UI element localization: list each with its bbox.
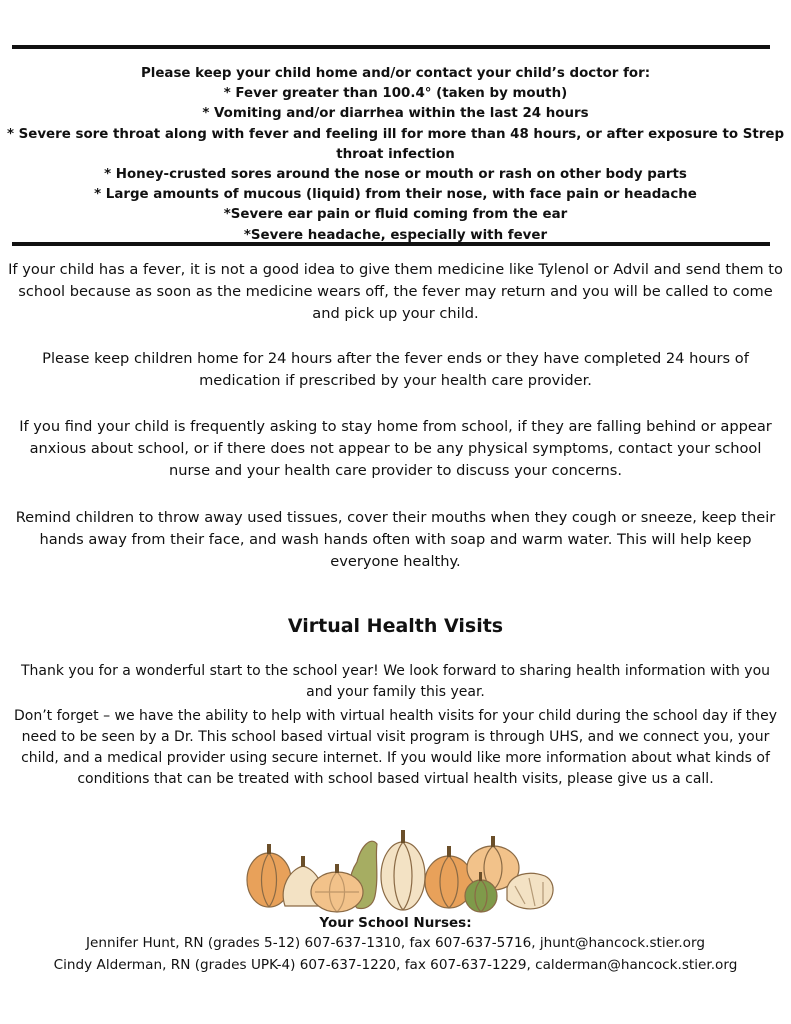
virtual-visits-paragraph: Don’t forget – we have the ability to help with virtual health visits for your child during the school day if they need to be seen by a Dr. This school based virtual visit program is through UHS, and we connect you, your child, and a medical provider using secure internet. If you would like more information about what kinds of conditions that can be treated with school based virtual health visits, please give us a call.	[14, 708, 777, 787]
notice-item-sore-throat: * Severe sore throat along with fever and feeling ill for more than 48 hours, or after exposure to Strep throat infection	[6, 126, 785, 162]
section-title: Virtual Health Visits	[287, 615, 504, 637]
notice-item-sores: * Honey-crusted sores around the nose or mouth or rash on other body parts	[104, 167, 687, 183]
nurses-heading: Your School Nurses:	[319, 915, 472, 931]
pumpkin-icon	[247, 830, 553, 912]
notice-item-mucous: * Large amounts of mucous (liquid) from their nose, with face pain or headache	[94, 187, 697, 203]
anxiety-paragraph: If you find your child is frequently asking to stay home from school, if they are falling behind or appear anxious about school, or if there does not appear to be any physical symptoms, contact your school nurse and your health care provider to discuss your concerns.	[19, 418, 772, 479]
bottom-divider	[12, 242, 770, 246]
stay-home-paragraph: Please keep children home for 24 hours after the fever ends or they have completed 24 hours of medication if prescribed by your health care provider.	[42, 350, 749, 389]
nurse-contact-hunt: Jennifer Hunt, RN (grades 5-12) 607-637-1310, fax 607-637-5716, jhunt@hancock.stier.org	[86, 935, 705, 951]
notice-item-ear-pain: *Severe ear pain or fluid coming from the ear	[223, 207, 568, 223]
notice-item-vomiting: * Vomiting and/or diarrhea within the last 24 hours	[202, 106, 589, 122]
keep-home-notice	[0, 64, 791, 242]
hygiene-paragraph: Remind children to throw away used tissues, cover their mouths when they cough or sneeze, keep their hands away from their face, and wash hands often with soap and warm water. This will help keep everyone healthy.	[15, 509, 776, 570]
notice-item-headache: *Severe headache, especially with fever	[243, 227, 548, 242]
notice-heading: Please keep your child home and/or contact your child’s doctor for:	[140, 66, 651, 81]
nurse-contact-alderman: Cindy Alderman, RN (grades UPK-4) 607-637-1220, fax 607-637-1229, calderman@hancock.stier.org	[53, 957, 738, 973]
top-divider	[12, 45, 770, 49]
fever-medicine-paragraph: If your child has a fever, it is not a good idea to give them medicine like Tylenol or Advil and send them to school because as soon as the medicine wears off, the fever may return and you will be called to come and pick up your child.	[8, 261, 783, 322]
pumpkins-illustration	[245, 826, 557, 914]
notice-item-fever: * Fever greater than 100.4° (taken by mouth)	[223, 86, 568, 102]
welcome-paragraph: Thank you for a wonderful start to the school year! We look forward to sharing health information with you and your family this year.	[20, 663, 771, 700]
